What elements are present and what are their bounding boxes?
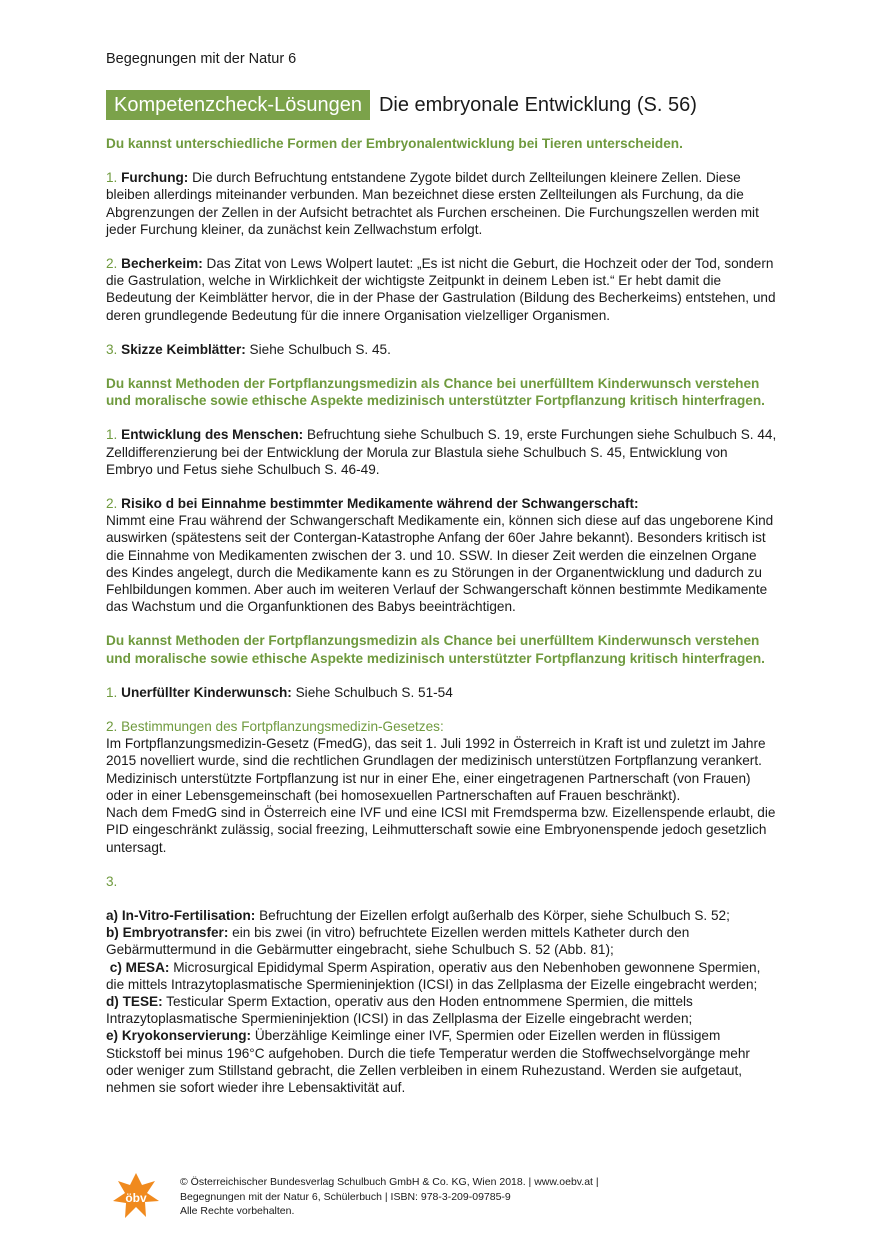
title-text: Die embryonale Entwicklung (S. 56) xyxy=(378,94,697,116)
isbn-line: Begegnungen mit der Natur 6, Schülerbuch | ISBN: 978-3-209-09785-9 xyxy=(180,1190,511,1203)
page-title xyxy=(106,90,697,120)
section-heading: Du kannst Methoden der Fortpflanzungsmedizin als Chance bei unerfülltem Kinderwunsch verstehen und moralische sowie ethische Aspekte medizinisch unterstützter Fortpflanzung kritisch hinterfragen. xyxy=(106,376,765,409)
footer-text xyxy=(180,1175,680,1219)
answer-item: 1. Furchung: Die durch Befruchtung entstandene Zygote bildet durch Zellteilungen kleinere Zellen. Diese bleiben allerdings miteinander verbunden. Man bezeichnet diese ersten Zellteilungen als Furchung, da die Abgrenzungen der Zellen in der Aufsicht betrachtet als Furchen erscheinen. Die Furchungszellen werden mit jeder Furchung kleiner, da zunächst kein Zellwachstum erfolgt. xyxy=(106,170,759,237)
answer-item: 3. Skizze Keimblätter: Siehe Schulbuch S. 45. xyxy=(106,341,391,357)
sub-heading: 2. Bestimmungen des Fortpflanzungsmedizin-Gesetzes: xyxy=(106,719,444,735)
main-content xyxy=(106,135,778,1096)
definition-item: c) MESA: Microsurgical Epididymal Sperm Aspiration, operativ aus den Nebenhoben gewonnene Spermien, die mittels Intrazytoplasmatische Spermieninjektion (ICSI) in das Zellplasma der Eizelle eingebracht werden; xyxy=(106,959,761,992)
answer-item: 2. Risiko d bei Einnahme bestimmter Medikamente während der Schwangerschaft: Nimmt eine Frau während der Schwangerschaft Medikamente ein, können sich diese auf das ungeborene Kind auswirken (spätestens seit der Contergan-Katastrophe Anfang der 60er Jahre bekannt). Besonders kritisch ist die Einnahme von Medikamenten zwischen der 3. und 10. SSW. In dieser Zeit werden die einzelnen Organe des Kindes angelegt, durch die Medikamente kann es zu Störungen in der Organentwicklung und dadurch zu Fehlbildungen kommen. Aber auch im weiteren Verlauf der Schwangerschaft können bestimmte Medikamente das Wachstum und die Organfunktionen des Babys beeinträchtigen. xyxy=(106,496,774,615)
definition-item: a) In-Vitro-Fertilisation: Befruchtung der Eizellen erfolgt außerhalb des Körper, siehe Schulbuch S. 52; xyxy=(106,907,730,923)
running-head: Begegnungen mit der Natur 6 xyxy=(106,51,297,67)
section-heading: Du kannst unterschiedliche Formen der Embryonalentwicklung bei Tieren unterscheiden. xyxy=(106,136,683,151)
definition-item: e) Kryokonservierung: Überzählige Keimlinge einer IVF, Spermien oder Eizellen werden in flüssigem Stickstoff bei minus 196°C aufgehoben. Durch die tiefe Temperatur werden die Stoffwechselvorgänge mehr oder weniger zum Stillstand gebracht, die Zellen verbleiben in einem Ruhezustand. Werden sie aufgetaut, nehmen sie sofort wieder ihre Lebensaktivität auf. xyxy=(106,1028,750,1095)
answer-item: 1. Unerfüllter Kinderwunsch: Siehe Schulbuch S. 51-54 xyxy=(106,684,453,700)
oebv-logo-icon xyxy=(111,1171,161,1221)
title-badge: Kompetenzcheck-Lösungen xyxy=(106,90,370,120)
definition-item: b) Embryotransfer: ein bis zwei (in vitro) befruchtete Eizellen werden mittels Katheter durch den Gebärmuttermund in die Gebärmutter eingebracht, siehe Schulbuch S. 52 (Abb. 81); xyxy=(106,925,690,958)
item-number: 3. xyxy=(106,873,118,889)
answer-item: 1. Entwicklung des Menschen: Befruchtung siehe Schulbuch S. 19, erste Furchungen siehe Schulbuch S. 44, Zelldifferenzierung bei der Entwicklung der Morula zur Blastula siehe Schulbuch S. 45, Entwicklung von Embryo und Fetus siehe Schulbuch S. 46-49. xyxy=(106,427,777,477)
paragraph: Im Fortpflanzungsmedizin-Gesetz (FmedG), das seit 1. Juli 1992 in Österreich in Kraft ist und zuletzt im Jahre 2015 novelliert wurde, sind die rechtlichen Grundlagen der medizinisch unterstützen Fortpflanzung verankert. Medizinisch unterstützte Fortpflanzung ist nur in einer Ehe, einer eingetragenen Partnerschaft (von Frauen) oder in einer Lebensgemeinschaft (bei homosexuellen Partnerschaften auf Frauen beschränkt). xyxy=(106,736,766,803)
paragraph: Nach dem FmedG sind in Österreich eine IVF und eine ICSI mit Fremdsperma bzw. Eizellenspende erlaubt, die PID eingeschränkt zulässig, social freezing, Leihmutterschaft sowie eine Embryonenspende jedoch gesetzlich untersagt. xyxy=(106,805,776,855)
answer-item: 2. Becherkeim: Das Zitat von Lews Wolpert lautet: „Es ist nicht die Geburt, die Hochzeit oder der Tod, sondern die Gastrulation, welche in Wirklichkeit der wichtigste Zeitpunkt in deinem Leben ist.“ Er hebt damit die Bedeutung der Keimblätter hervor, die in der Phase der Gastrulation (Bildung des Becherkeims) entstehen, und deren grundlegende Bedeutung für die innere Organisation vielzelliger Organismen. xyxy=(106,256,776,323)
section-heading: Du kannst Methoden der Fortpflanzungsmedizin als Chance bei unerfülltem Kinderwunsch verstehen und moralische sowie ethische Aspekte medizinisch unterstützter Fortpflanzung kritisch hinterfragen. xyxy=(106,633,765,666)
rights-line: Alle Rechte vorbehalten. xyxy=(180,1205,295,1217)
logo-text: öbv xyxy=(125,1191,147,1205)
footer xyxy=(111,1171,599,1221)
definition-item: d) TESE: Testicular Sperm Extaction, operativ aus den Hoden entnommene Spermien, die mittels Intrazytoplasmatische Spermieninjektion (ICSI) in das Zellplasma der Eizelle eingebracht werden; xyxy=(106,993,693,1027)
copyright-line: © Österreichischer Bundesverlag Schulbuch GmbH & Co. KG, Wien 2018. | www.oebv.at | xyxy=(180,1176,599,1188)
